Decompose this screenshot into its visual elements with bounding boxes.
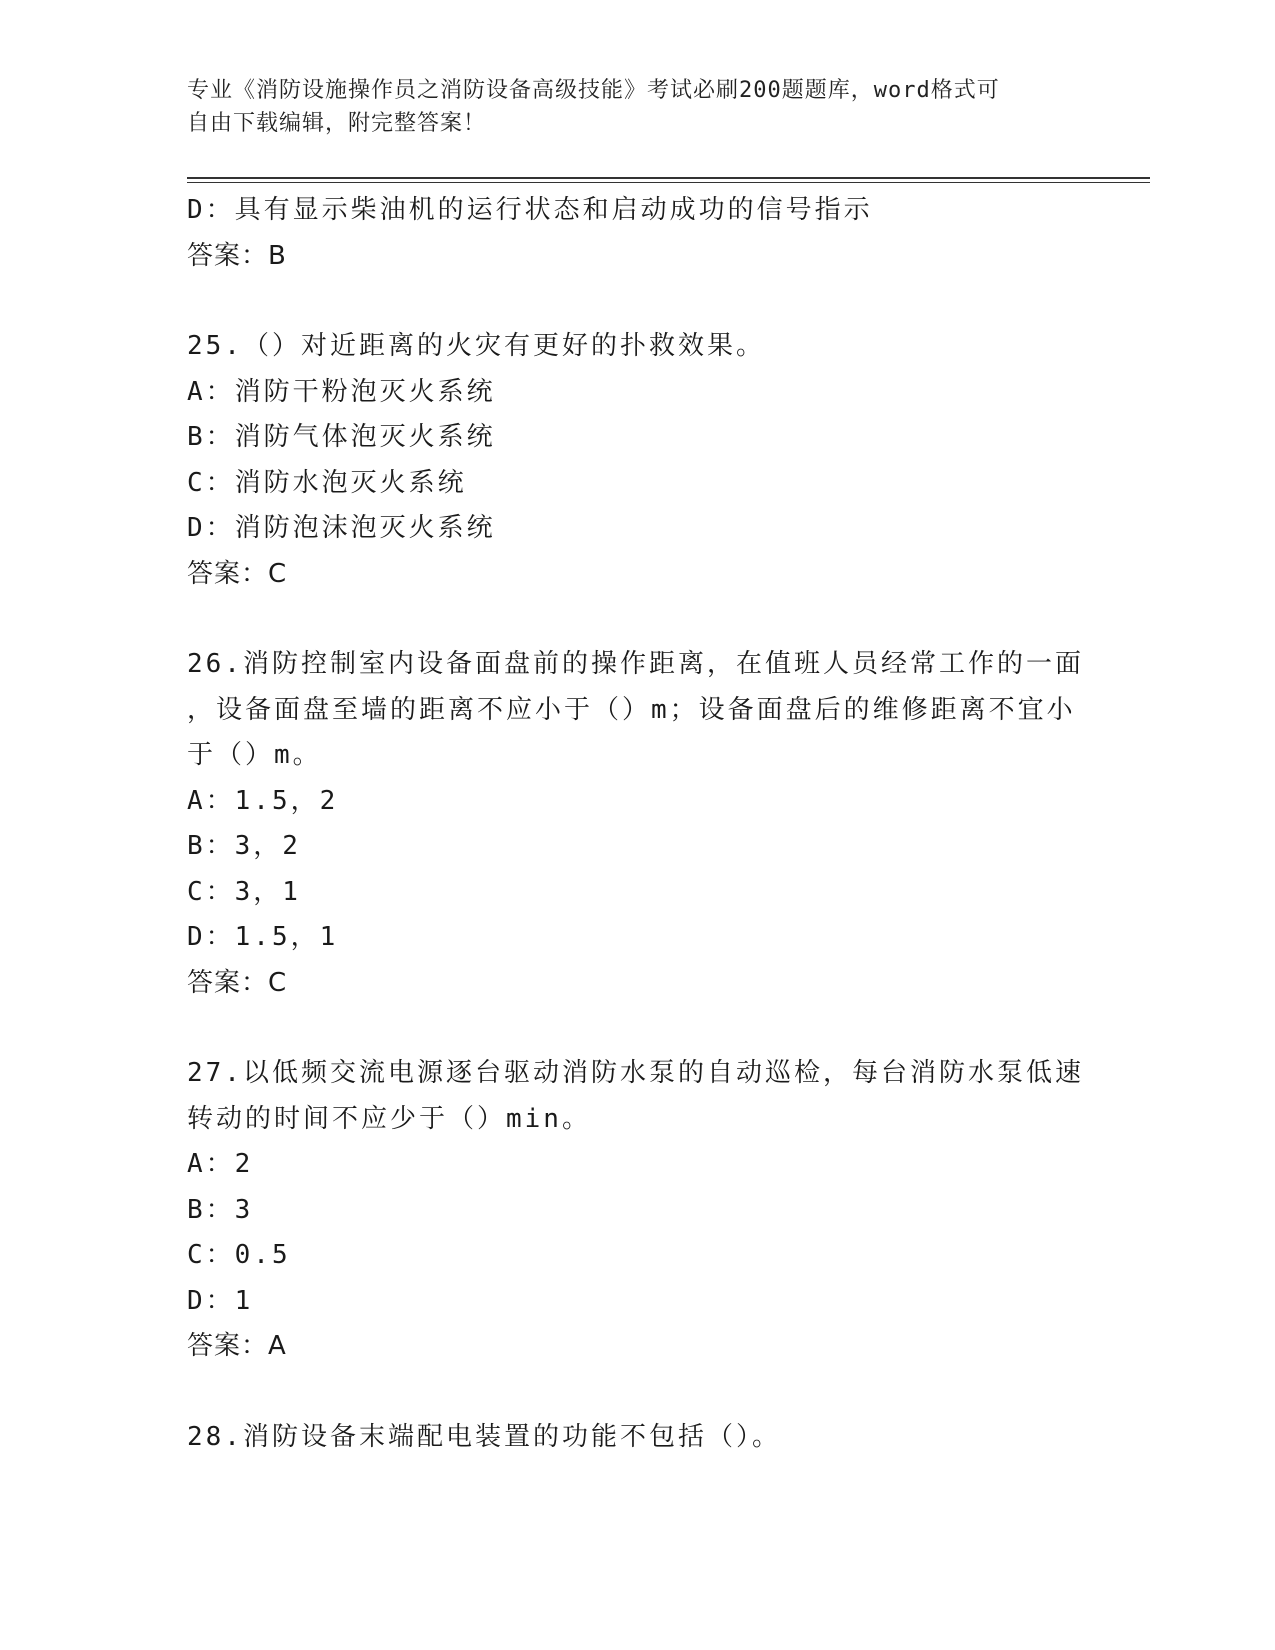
option-a: A：2 bbox=[187, 1149, 254, 1179]
option-a: A：消防干粉泡灭火系统 bbox=[187, 376, 496, 407]
answer: 答案：C bbox=[187, 558, 288, 589]
option-c: C：0.5 bbox=[187, 1240, 291, 1270]
question-26 bbox=[187, 642, 1087, 1006]
question-text-line-1: 27.以低频交流电源逐台驱动消防水泵的自动巡检，每台消防水泵低速 bbox=[187, 1058, 1084, 1088]
option-b: B：3，2 bbox=[187, 831, 301, 861]
option-d: D：消防泡沫泡灭火系统 bbox=[187, 513, 496, 543]
header-divider-thick bbox=[187, 177, 1150, 179]
prev-option-d: D：具有显示柴油机的运行状态和启动成功的信号指示 bbox=[187, 195, 873, 225]
question-text-line-3: 于（）m。 bbox=[187, 740, 322, 770]
question-content bbox=[187, 188, 1087, 1460]
question-25 bbox=[187, 324, 1087, 597]
option-c: C：3，1 bbox=[187, 876, 301, 907]
question-text: 25.（）对近距离的火灾有更好的扑救效果。 bbox=[187, 331, 765, 361]
question-text: 28.消防设备末端配电装置的功能不包括（）。 bbox=[187, 1421, 781, 1452]
question-text-line-1: 26.消防控制室内设备面盘前的操作距离，在值班人员经常工作的一面 bbox=[187, 649, 1084, 679]
option-d: D：1.5，1 bbox=[187, 922, 339, 952]
header-line-1: 专业《消防设施操作员之消防设备高级技能》考试必刷200题题库，word格式可 bbox=[187, 78, 1000, 103]
question-28 bbox=[187, 1415, 1087, 1461]
option-b: B：3 bbox=[187, 1194, 254, 1225]
header-line-2: 自由下载编辑，附完整答案！ bbox=[187, 111, 487, 136]
question-text-line-2: ，设备面盘至墙的距离不应小于（）m；设备面盘后的维修距离不宜小 bbox=[187, 694, 1076, 725]
option-c: C：消防水泡灭火系统 bbox=[187, 467, 467, 498]
option-a: A：1.5，2 bbox=[187, 785, 339, 816]
prev-answer: 答案：B bbox=[187, 240, 287, 271]
question-27 bbox=[187, 1051, 1087, 1370]
option-d: D：1 bbox=[187, 1285, 254, 1316]
header-divider-thin bbox=[187, 182, 1150, 183]
option-b: B：消防气体泡灭火系统 bbox=[187, 422, 496, 452]
question-text-line-2: 转动的时间不应少于（）min。 bbox=[187, 1103, 591, 1134]
answer: 答案：C bbox=[187, 967, 288, 998]
answer: 答案：A bbox=[187, 1331, 287, 1361]
document-header bbox=[187, 74, 1067, 140]
